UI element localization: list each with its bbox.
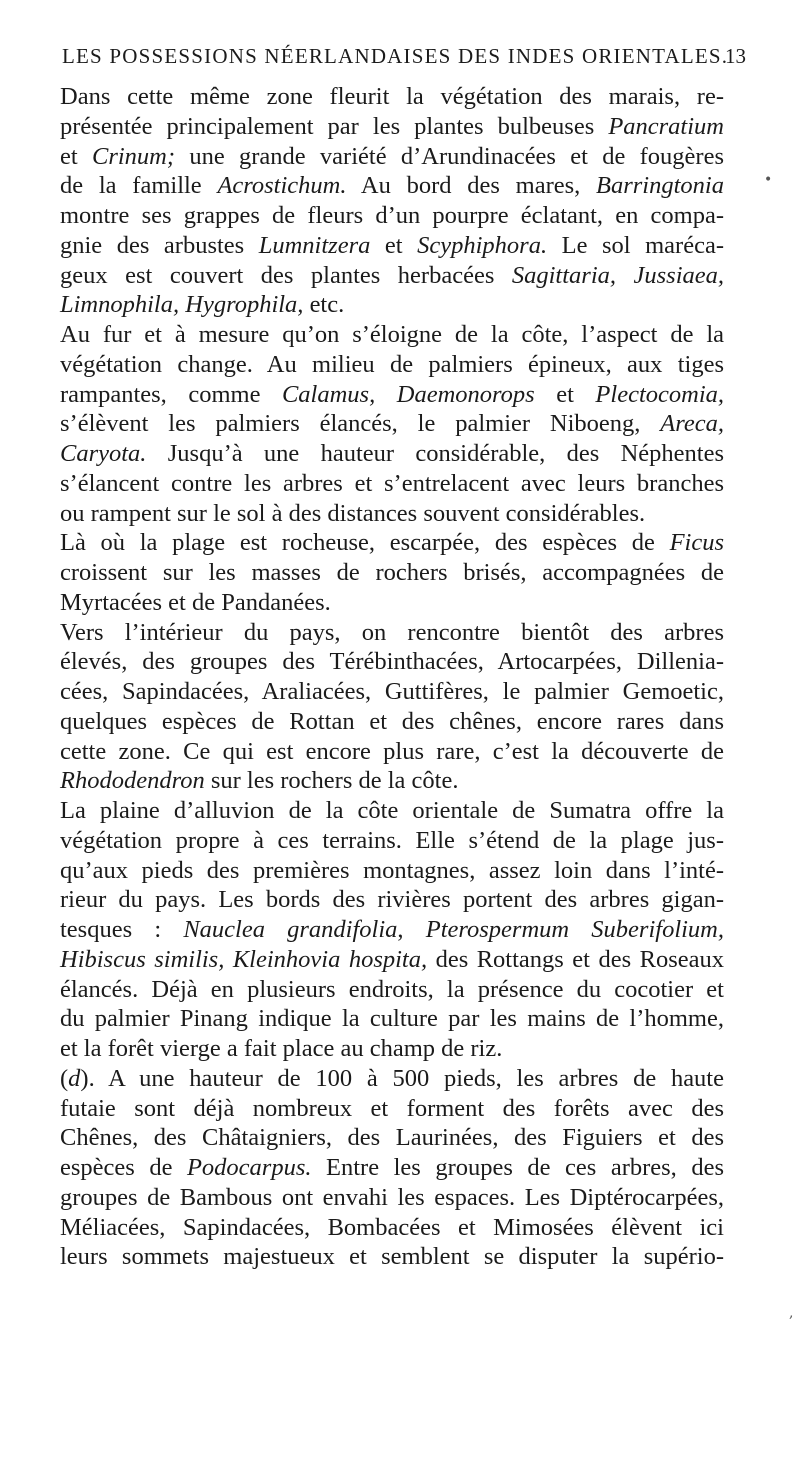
running-head-title: LES POSSESSIONS NÉERLANDAISES DES INDES ORIENTALES. [62, 44, 729, 68]
text-line: rampantes, comme Calamus, Daemonorops et Plectocomia, [60, 380, 724, 408]
text-line: et la forêt vierge a fait place au champ de riz. [60, 1035, 503, 1062]
text-line: Caryota. Jusqu’à une hauteur considérable, des Néphentes [60, 440, 724, 467]
text-line: rieur du pays. Les bords des rivières portent des arbres gigan- [60, 886, 724, 914]
text-line: cette zone. Ce qui est encore plus rare, c’est la découverte de [60, 737, 724, 765]
text-line: espèces de Podocarpus. Entre les groupes de ces arbres, des [60, 1154, 724, 1181]
text-line: Rhododendron sur les rochers de la côte. [60, 767, 459, 795]
text-line: leurs sommets majestueux et semblent se disputer la supério- [60, 1243, 724, 1271]
text-line: tesques : Nauclea grandifolia, Pterospermum Suberifolium, [60, 916, 724, 943]
text-line: végétation change. Au milieu de palmiers épineux, aux tiges [60, 350, 724, 378]
text-line: de la famille Acrostichum. Au bord des mares, Barringtonia [60, 172, 724, 200]
text-line: groupes de Bambous ont envahi les espaces. Les Diptérocarpées, [60, 1183, 724, 1211]
text-line: élevés, des groupes des Térébinthacées, Artocarpées, Dillenia- [60, 648, 724, 676]
text-line: gnie des arbustes Lumnitzera et Scyphiphora. Le sol maréca- [60, 231, 724, 259]
text-line: Chênes, des Châtaigniers, des Laurinées, des Figuiers et des [60, 1124, 724, 1152]
text-line: Là où la plage est rocheuse, escarpée, des espèces de Ficus [60, 529, 724, 557]
text-line: quelques espèces de Rottan et des chênes, encore rares dans [60, 707, 724, 735]
text-line: ou rampent sur le sol à des distances souvent considérables. [60, 499, 646, 527]
text-line: cées, Sapindacées, Araliacées, Guttifères, le palmier Gemoetic, [60, 678, 724, 705]
text-line: Au fur et à mesure qu’on s’éloigne de la côte, l’aspect de la [60, 321, 724, 348]
text-line: Méliacées, Sapindacées, Bombacées et Mimosées élèvent ici [60, 1213, 724, 1241]
text-line: La plaine d’alluvion de la côte orientale de Sumatra offre la [60, 797, 724, 824]
margin-mark: , [789, 1305, 794, 1321]
text-line: geux est couvert des plantes herbacées Sagittaria, Jussiaea, [60, 261, 724, 289]
text-line: et Crinum; une grande variété d’Arundinacées et de fougères [60, 142, 724, 170]
text-line: montre ses grappes de fleurs d’un pourpre éclatant, en compa- [60, 202, 724, 229]
margin-mark: • [764, 172, 773, 188]
text-line: futaie sont déjà nombreux et forment des forêts avec des [60, 1094, 724, 1122]
text-line: s’élèvent les palmiers élancés, le palmier Niboeng, Areca, [60, 410, 724, 438]
text-line: (d). A une hauteur de 100 à 500 pieds, les arbres de haute [60, 1064, 724, 1092]
text-line: végétation propre à ces terrains. Elle s’étend de la plage jus- [60, 826, 724, 854]
text-line: du palmier Pinang indique la culture par les mains de l’homme, [60, 1005, 724, 1033]
text-line: qu’aux pieds des premières montagnes, assez loin dans l’inté- [60, 856, 724, 884]
text-line: présentée principalement par les plantes bulbeuses Pancratium [60, 112, 724, 140]
page-number: 13 [725, 44, 746, 68]
text-line: s’élancent contre les arbres et s’entrelacent avec leurs branches [60, 469, 724, 497]
text-line: élancés. Déjà en plusieurs endroits, la présence du cocotier et [60, 975, 724, 1003]
text-line: Hibiscus similis, Kleinhovia hospita, des Rottangs et des Roseaux [60, 945, 724, 973]
text-line: Limnophila, Hygrophila, etc. [60, 291, 345, 319]
body-text [60, 82, 724, 1272]
text-line: croissent sur les masses de rochers brisés, accompagnées de [60, 559, 724, 586]
running-head [62, 44, 746, 74]
text-line: Vers l’intérieur du pays, on rencontre bientôt des arbres [60, 618, 724, 646]
text-line: Myrtacées et de Pandanées. [60, 588, 331, 616]
text-line: Dans cette même zone fleurit la végétation des marais, re- [60, 83, 724, 110]
